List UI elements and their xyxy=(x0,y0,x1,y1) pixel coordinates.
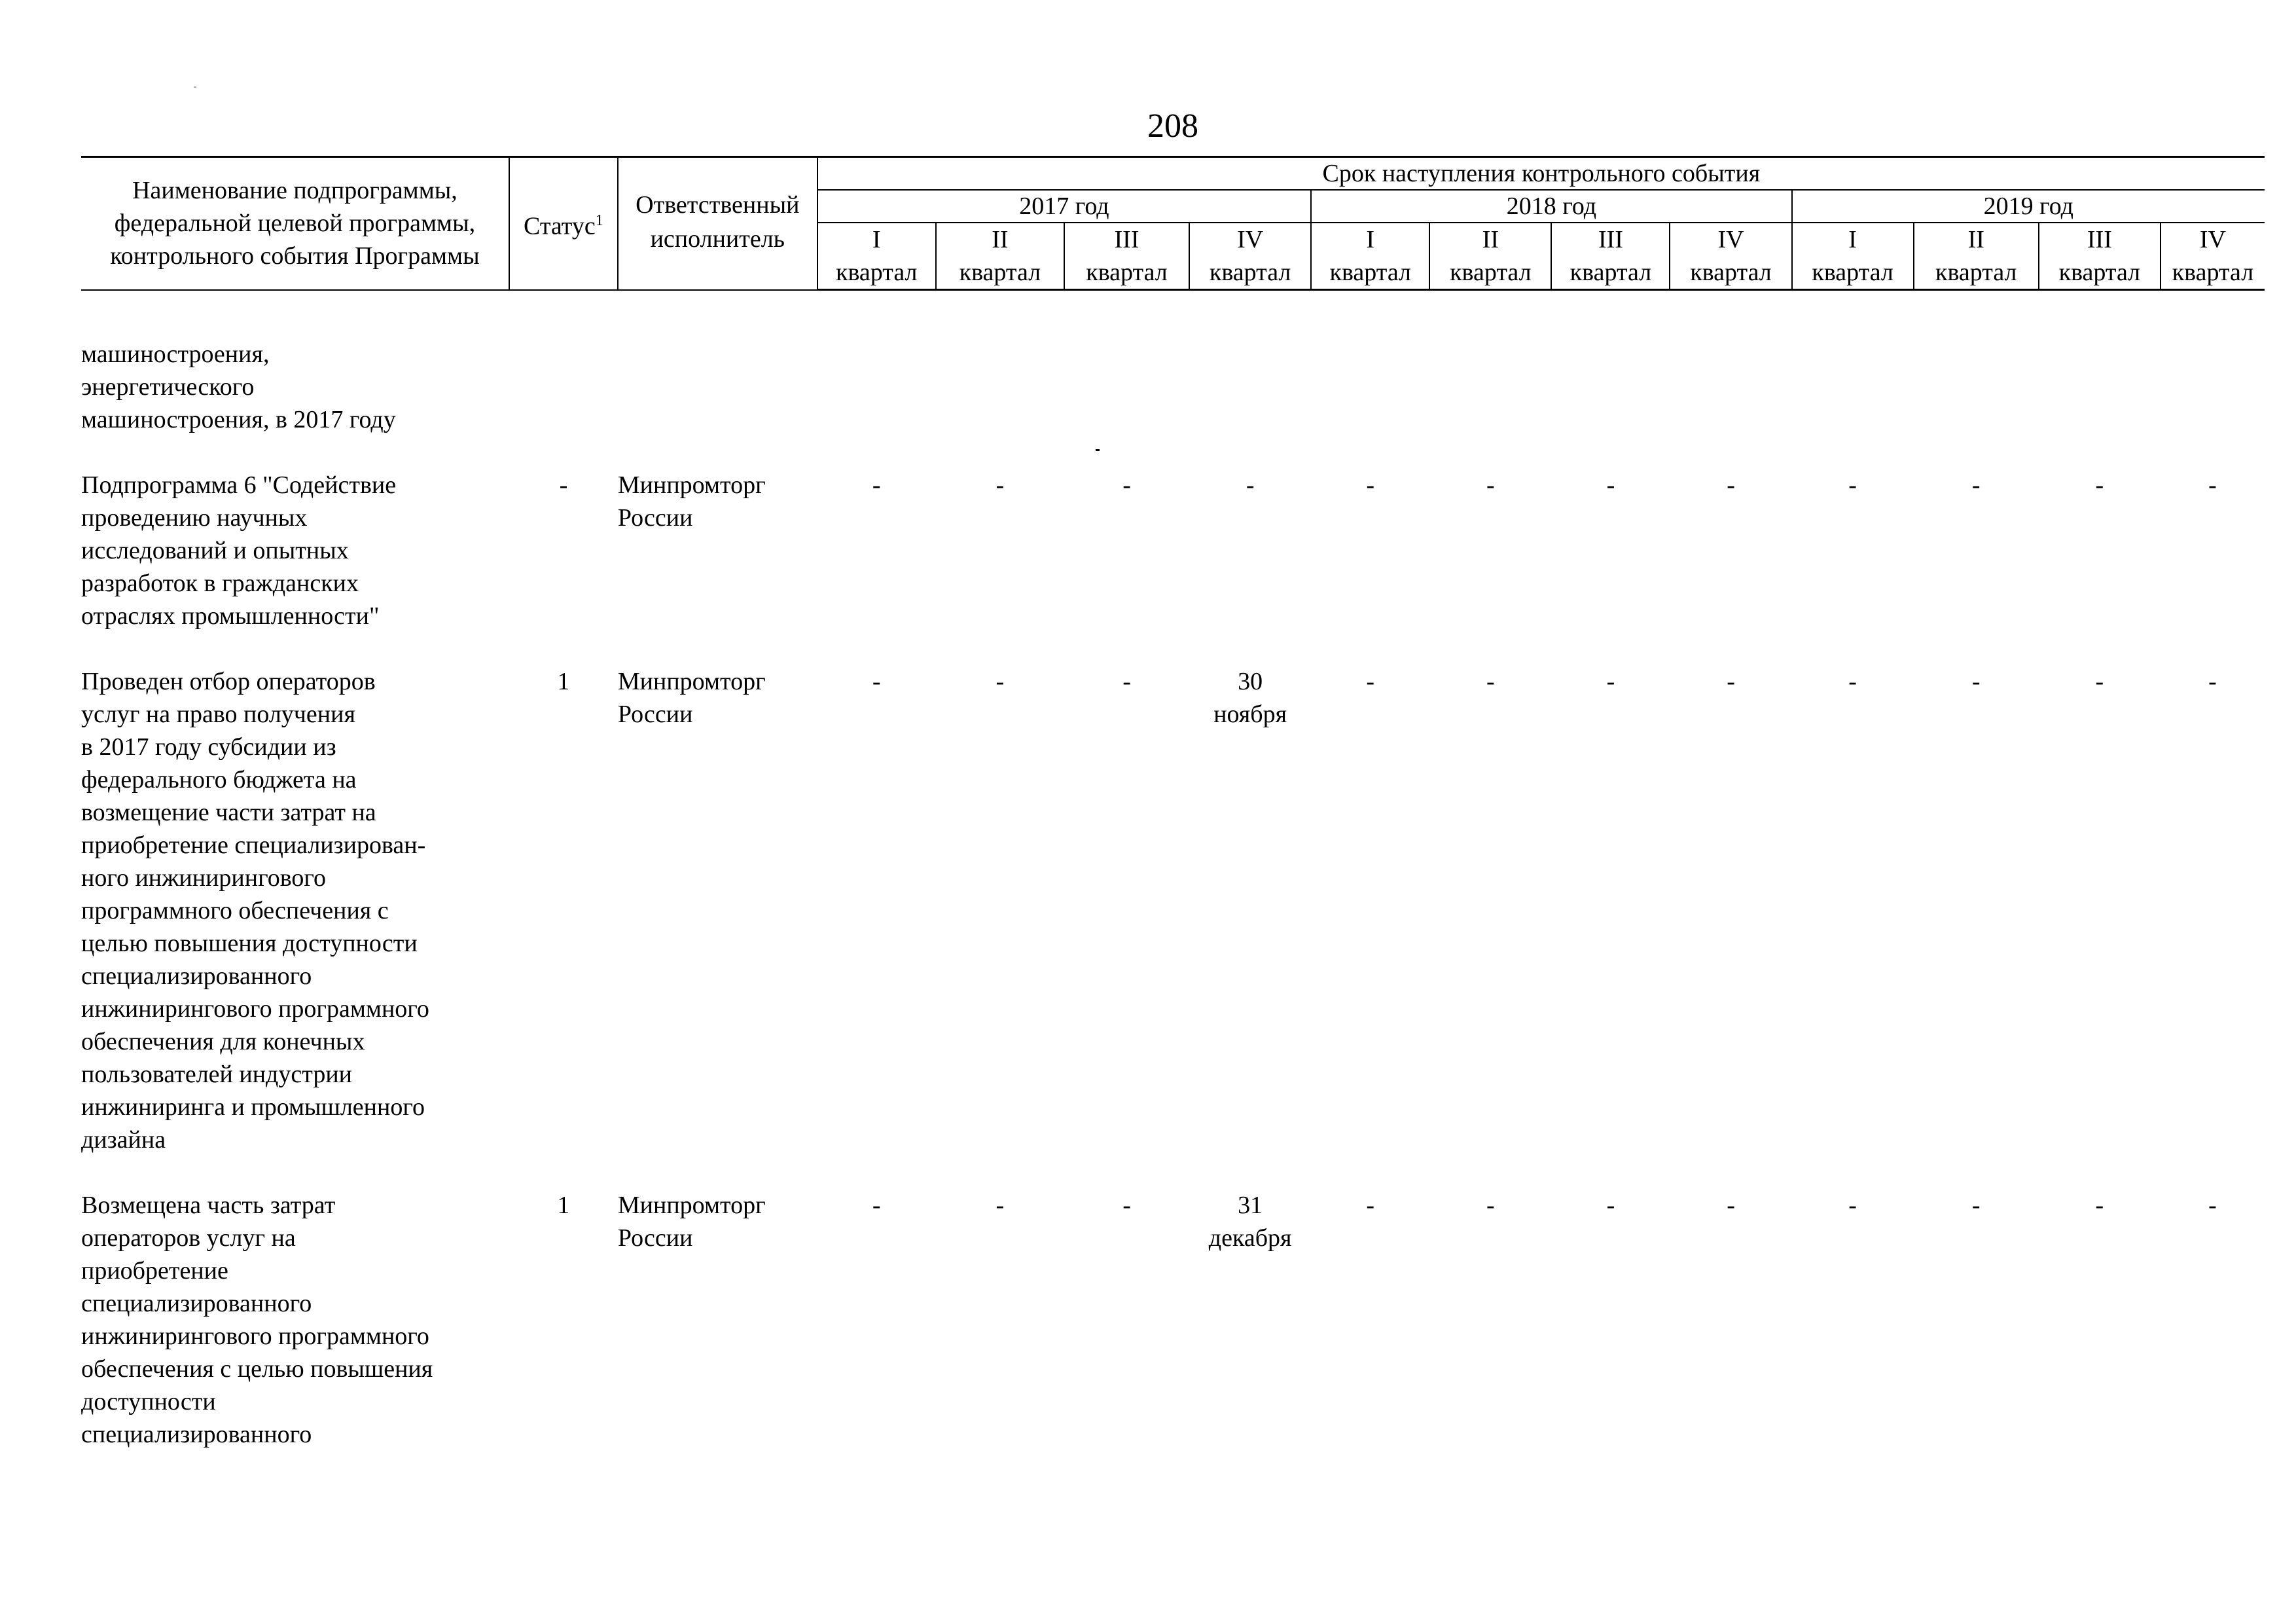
quarter-cell xyxy=(1551,665,1670,1156)
quarter-cell xyxy=(2161,665,2265,1156)
quarter-numeral: IV xyxy=(1717,226,1744,253)
quarter-value: - xyxy=(1486,1192,1495,1219)
quarter-header xyxy=(1311,223,1429,290)
quarter-cell xyxy=(1311,338,1429,436)
quarter-cell xyxy=(1551,469,1670,632)
quarter-value: - xyxy=(1122,668,1131,695)
executor-cell xyxy=(618,469,817,632)
quarter-numeral: I xyxy=(1848,226,1857,253)
year-header-2019: 2019 год xyxy=(1792,190,2265,223)
quarter-cell xyxy=(2039,665,2161,1156)
quarter-cell xyxy=(1914,665,2039,1156)
quarter-header xyxy=(1429,223,1551,290)
name-header-line: федеральной целевой программы, xyxy=(114,210,476,238)
quarter-header xyxy=(1064,223,1189,290)
executor-line: России xyxy=(617,701,693,728)
quarter-cell xyxy=(1792,1189,1914,1451)
quarter-numeral: I xyxy=(1366,226,1375,253)
event-name-line: специализированного xyxy=(81,962,312,990)
quarter-value: - xyxy=(2095,668,2104,695)
quarter-value: - xyxy=(2095,1192,2104,1219)
quarter-value: - xyxy=(1606,1192,1615,1219)
quarter-word: квартал xyxy=(1209,259,1291,286)
quarter-value: - xyxy=(1122,471,1131,499)
status-header-label: Статус xyxy=(524,212,596,240)
quarter-word: квартал xyxy=(1086,259,1168,286)
quarter-word: квартал xyxy=(1329,259,1411,286)
event-name-line: инжиниринга и промышленного xyxy=(81,1093,425,1121)
quarter-value: - xyxy=(996,471,1005,499)
quarter-header xyxy=(1914,223,2039,290)
quarter-cell xyxy=(1311,665,1429,1156)
event-name-line: программного обеспечения с xyxy=(81,897,389,924)
quarter-word: квартал xyxy=(1935,259,2017,286)
quarter-cell xyxy=(1064,665,1189,1156)
quarter-value: - xyxy=(1971,1192,1981,1219)
quarter-cell xyxy=(1551,338,1670,436)
event-name-line: Проведен отбор операторов xyxy=(81,668,376,695)
quarter-value: - xyxy=(872,471,881,499)
quarter-value: - xyxy=(996,668,1005,695)
event-name-line: инжинирингового программного xyxy=(81,995,429,1023)
quarter-header xyxy=(2039,223,2161,290)
quarter-numeral: II xyxy=(1482,226,1499,253)
event-name-line: специализированного xyxy=(81,1290,312,1317)
quarter-cell xyxy=(1792,665,1914,1156)
quarter-header xyxy=(1551,223,1670,290)
quarter-value: - xyxy=(2208,1192,2217,1219)
status-footnote-mark: 1 xyxy=(595,211,603,229)
quarter-numeral: III xyxy=(1114,226,1139,253)
event-name-line: в 2017 году субсидии из xyxy=(81,733,336,761)
quarter-value: - xyxy=(872,668,881,695)
quarter-cell xyxy=(1189,1189,1311,1451)
deadline-group-header: Срок наступления контрольного события xyxy=(817,157,2265,191)
quarter-cell xyxy=(1429,1189,1551,1451)
year-header-2017: 2017 год xyxy=(817,190,1312,223)
quarter-cell xyxy=(1064,469,1189,632)
quarter-value: - xyxy=(1848,471,1857,499)
event-name-line: разработок в гражданских xyxy=(81,570,359,597)
quarter-cell xyxy=(1429,338,1551,436)
executor-column-header xyxy=(618,157,817,290)
executor-line: России xyxy=(617,504,693,532)
event-name-line: Возмещена часть затрат xyxy=(81,1192,336,1219)
quarter-value: - xyxy=(1366,1192,1375,1219)
table-row xyxy=(81,469,2265,632)
quarter-word: квартал xyxy=(835,259,918,286)
quarter-value: - xyxy=(1727,668,1735,695)
quarter-value: 31 декабря xyxy=(1208,1192,1292,1252)
event-name-line: машиностроения, xyxy=(81,340,270,368)
quarter-numeral: IV xyxy=(1237,226,1264,253)
event-name-line: обеспечения с целью повышения xyxy=(81,1355,433,1383)
quarter-cell xyxy=(1064,338,1189,436)
event-name-line: проведению научных xyxy=(81,504,308,532)
quarter-value: - xyxy=(1848,1192,1857,1219)
quarter-cell xyxy=(936,1189,1064,1451)
quarter-header xyxy=(2161,223,2265,290)
quarter-header xyxy=(1670,223,1791,290)
quarter-cell xyxy=(1792,338,1914,436)
executor-header-line: Ответственный xyxy=(636,191,800,219)
quarter-value: - xyxy=(1848,668,1857,695)
event-name-line: Подпрограмма 6 "Содействие xyxy=(81,471,397,499)
quarter-cell xyxy=(1914,1189,2039,1451)
quarter-value: - xyxy=(1606,471,1615,499)
quarter-cell xyxy=(2161,469,2265,632)
quarter-numeral: III xyxy=(1598,226,1623,253)
event-name-line: возмещение части затрат на xyxy=(81,799,376,826)
event-name-line: обеспечения для конечных xyxy=(81,1028,365,1055)
executor-line: Минпромторг xyxy=(617,1192,766,1219)
quarter-word: квартал xyxy=(2058,259,2141,286)
quarter-cell xyxy=(1311,469,1429,632)
event-name-line: приобретение специализирован- xyxy=(81,831,426,859)
event-name-line: пользователей индустрии xyxy=(81,1061,352,1088)
quarter-value: - xyxy=(1727,471,1735,499)
executor-line: России xyxy=(617,1224,693,1252)
executor-cell xyxy=(618,1189,817,1451)
quarter-word: квартал xyxy=(1690,259,1772,286)
event-name-line: инжинирингового программного xyxy=(81,1322,429,1350)
quarter-value: - xyxy=(1366,471,1375,499)
quarter-numeral: II xyxy=(992,226,1009,253)
quarter-header xyxy=(817,223,936,290)
name-header-line: контрольного события Программы xyxy=(110,242,480,270)
scan-speck xyxy=(1096,449,1100,451)
quarter-value: - xyxy=(2208,471,2217,499)
quarter-value: - xyxy=(1971,471,1981,499)
table-row xyxy=(81,338,2265,436)
status-cell: 1 xyxy=(557,1192,570,1219)
event-name-cell xyxy=(81,338,509,436)
quarter-cell xyxy=(1064,1189,1189,1451)
quarter-cell xyxy=(1429,469,1551,632)
quarter-cell xyxy=(1792,469,1914,632)
quarter-cell xyxy=(1914,338,2039,436)
quarter-cell xyxy=(817,338,936,436)
quarter-cell xyxy=(936,665,1064,1156)
quarter-numeral: II xyxy=(1967,226,1984,253)
quarter-word: квартал xyxy=(1812,259,1893,286)
quarter-header xyxy=(1792,223,1914,290)
event-name-cell xyxy=(81,469,509,632)
quarter-cell xyxy=(2039,1189,2161,1451)
event-name-line: доступности xyxy=(81,1388,216,1415)
event-name-line: целью повышения доступности xyxy=(81,930,418,957)
quarter-cell xyxy=(2161,338,2265,436)
executor-header-line: исполнитель xyxy=(650,225,785,253)
quarter-numeral: III xyxy=(2087,226,2112,253)
event-name-line: федерального бюджета на xyxy=(81,766,357,793)
quarter-value: - xyxy=(1122,1192,1131,1219)
event-name-line: исследований и опытных xyxy=(81,537,349,564)
quarter-word: квартал xyxy=(1450,259,1532,286)
quarter-cell xyxy=(1670,665,1791,1156)
table-body xyxy=(81,290,2265,1451)
quarter-header xyxy=(1189,223,1311,290)
quarter-value: - xyxy=(1366,668,1375,695)
row-gap xyxy=(81,1156,2265,1189)
quarter-value: - xyxy=(1727,1192,1735,1219)
name-column-header xyxy=(81,157,509,290)
executor-line: Минпромторг xyxy=(617,471,766,499)
table-header xyxy=(81,157,2265,290)
quarter-word: квартал xyxy=(2172,259,2254,286)
quarter-cell xyxy=(1914,469,2039,632)
status-column-header xyxy=(509,157,618,290)
event-name-line: приобретение xyxy=(81,1257,228,1285)
quarter-word: квартал xyxy=(959,259,1041,286)
quarter-cell xyxy=(817,665,936,1156)
quarter-cell xyxy=(2039,338,2161,436)
quarter-value: - xyxy=(1606,668,1615,695)
quarter-cell xyxy=(817,1189,936,1451)
quarter-word: квартал xyxy=(1570,259,1652,286)
event-name-cell xyxy=(81,1189,509,1451)
quarter-value: - xyxy=(1246,471,1255,499)
executor-cell xyxy=(618,338,817,436)
quarter-cell xyxy=(1189,469,1311,632)
control-events-table xyxy=(81,156,2265,1451)
quarter-value: - xyxy=(996,1192,1005,1219)
status-cell xyxy=(509,338,618,436)
header-spacer xyxy=(81,290,2265,338)
page-number: 208 xyxy=(1147,107,1198,145)
status-cell: 1 xyxy=(557,668,570,695)
quarter-numeral: I xyxy=(872,226,881,253)
quarter-cell xyxy=(936,338,1064,436)
name-header-line: Наименование подпрограммы, xyxy=(132,177,457,205)
event-name-line: операторов услуг на xyxy=(81,1224,296,1252)
quarter-value: - xyxy=(1486,471,1495,499)
event-name-line: машиностроения, в 2017 году xyxy=(81,406,396,433)
scan-speck xyxy=(194,86,196,88)
quarter-cell xyxy=(1670,1189,1791,1451)
quarter-value: - xyxy=(1486,668,1495,695)
executor-cell xyxy=(618,665,817,1156)
status-cell: - xyxy=(559,471,568,499)
event-name-line: специализированного xyxy=(81,1421,312,1448)
table-row xyxy=(81,665,2265,1156)
quarter-cell xyxy=(817,469,936,632)
event-name-line: услуг на право получения xyxy=(81,701,355,728)
quarter-cell xyxy=(1670,338,1791,436)
quarter-cell xyxy=(936,469,1064,632)
row-gap xyxy=(81,632,2265,665)
quarter-cell xyxy=(1429,665,1551,1156)
control-events-table-wrap xyxy=(81,156,2265,1451)
quarter-value: - xyxy=(2095,471,2104,499)
executor-line: Минпромторг xyxy=(617,668,766,695)
quarter-value: 30 ноября xyxy=(1213,668,1287,728)
row-gap xyxy=(81,436,2265,469)
quarter-value: - xyxy=(1971,668,1981,695)
event-name-line: отраслях промышленности" xyxy=(81,602,380,630)
quarter-header xyxy=(936,223,1064,290)
event-name-line: энергетического xyxy=(81,373,255,401)
quarter-value: - xyxy=(2208,668,2217,695)
quarter-cell xyxy=(1189,665,1311,1156)
quarter-value: - xyxy=(872,1192,881,1219)
quarter-cell xyxy=(1670,469,1791,632)
quarter-cell xyxy=(2161,1189,2265,1451)
quarter-cell xyxy=(1311,1189,1429,1451)
quarter-numeral: IV xyxy=(2199,226,2227,253)
year-header-2018: 2018 год xyxy=(1311,190,1791,223)
quarter-cell xyxy=(1551,1189,1670,1451)
event-name-line: ного инжинирингового xyxy=(81,864,327,892)
table-row xyxy=(81,1189,2265,1451)
quarter-cell xyxy=(1189,338,1311,436)
event-name-cell xyxy=(81,665,509,1156)
event-name-line: дизайна xyxy=(81,1126,166,1154)
quarter-cell xyxy=(2039,469,2161,632)
